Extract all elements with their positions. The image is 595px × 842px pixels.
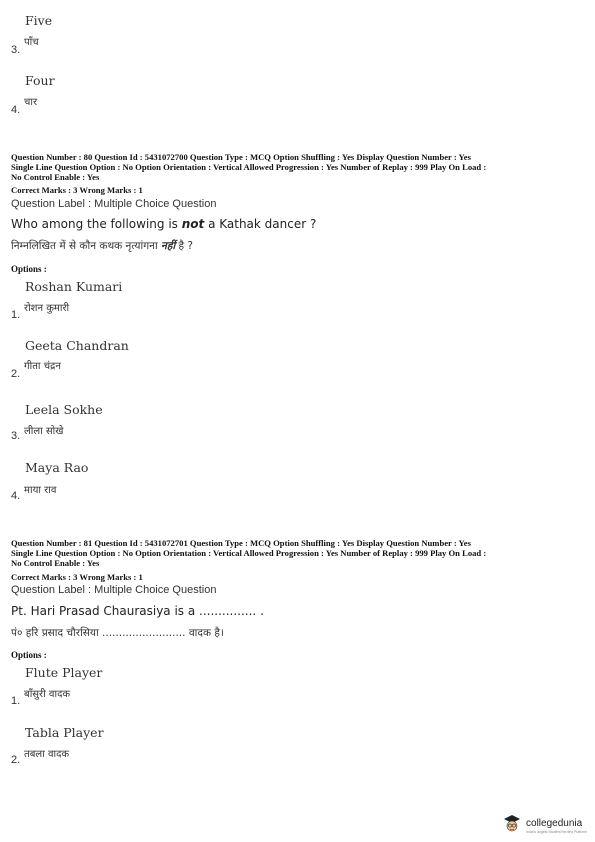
option-number: 4.	[11, 490, 21, 502]
option-text-hi: गीता चंद्रन	[24, 361, 61, 372]
option-text-en: Tabla Player	[25, 725, 104, 740]
question-meta-line: No Control Enable : Yes	[11, 558, 100, 568]
option-text-en: Roshan Kumari	[25, 279, 123, 294]
question-text-hi	[11, 239, 193, 253]
option-number: 4.	[11, 104, 21, 116]
option-text-en: Flute Player	[25, 665, 103, 680]
question-marks: Correct Marks : 3 Wrong Marks : 1	[11, 572, 143, 582]
question-text-hi: पं० हरि प्रसाद चौरसिया ......................... वादक है।	[11, 627, 224, 639]
option-number: 2.	[11, 754, 21, 766]
question-label: Question Label : Multiple Choice Question	[11, 198, 217, 210]
question-text-part: Who among the following is	[11, 217, 182, 231]
question-meta-line: Question Number : 81 Question Id : 5431072701 Question Type : MCQ Option Shuffling : Yes Display Question Number : Yes	[11, 538, 471, 548]
question-meta-line: Single Line Question Option : No Option Orientation : Vertical Allowed Progression : Yes Number of Replay : 999 Play On Load :	[11, 548, 487, 558]
option-text-hi: रोशन कुमारी	[24, 303, 70, 314]
question-meta-line: Single Line Question Option : No Option Orientation : Vertical Allowed Progression : Yes Number of Replay : 999 Play On Load :	[11, 162, 487, 172]
option-text-en: Five	[25, 13, 53, 28]
option-text-hi: बाँसुरी वादक	[24, 689, 71, 700]
question-text-emphasis: not	[181, 217, 205, 231]
question-text-part: a Kathak dancer ?	[204, 217, 317, 231]
option-text-hi: चार	[24, 97, 38, 108]
option-number: 2.	[11, 368, 21, 380]
option-number: 1.	[11, 695, 21, 707]
logo-text: collegedunia	[526, 818, 583, 829]
option-number: 3.	[11, 44, 21, 56]
option-number: 3.	[11, 430, 21, 442]
question-text-part: है ?	[175, 240, 193, 252]
options-heading: Options :	[11, 650, 47, 660]
question-text-part: निम्नलिखित में से कौन कथक नृत्यांगना	[11, 240, 162, 252]
graduate-face-icon	[502, 813, 522, 833]
question-text-en: Pt. Hari Prasad Chaurasiya is a ............... .	[11, 604, 264, 618]
question-text-emphasis: नहीं	[161, 240, 176, 252]
option-text-hi: तबला वादक	[24, 749, 70, 760]
option-text-en: Four	[25, 73, 55, 88]
option-text-en: Leela Sokhe	[25, 402, 103, 417]
logo-tagline: India's largest Student Review Platform	[526, 830, 587, 834]
question-meta-line: Question Number : 80 Question Id : 5431072700 Question Type : MCQ Option Shuffling : Yes Display Question Number : Yes	[11, 152, 471, 162]
option-number: 1.	[11, 309, 21, 321]
option-text-en: Maya Rao	[25, 460, 89, 475]
option-text-hi: लीला सोखे	[24, 426, 64, 437]
option-text-en: Geeta Chandran	[25, 338, 129, 353]
question-meta-line: No Control Enable : Yes	[11, 172, 100, 182]
option-text-hi: माया राव	[24, 485, 57, 496]
option-text-hi: पाँच	[24, 37, 39, 48]
options-heading: Options :	[11, 264, 47, 274]
question-label: Question Label : Multiple Choice Question	[11, 584, 217, 596]
collegedunia-logo	[502, 811, 587, 834]
question-text-en	[11, 217, 316, 231]
question-marks: Correct Marks : 3 Wrong Marks : 1	[11, 185, 143, 195]
